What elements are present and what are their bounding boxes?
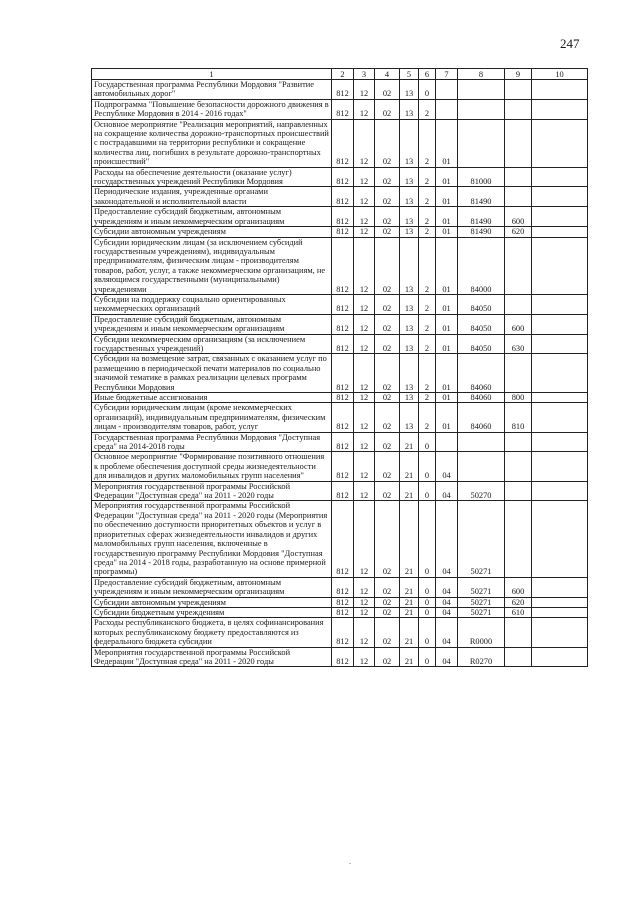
direction-code-cell: 50271 [458, 607, 505, 617]
expense-type-code-cell [505, 647, 532, 667]
budget-table [91, 68, 588, 667]
expense-name-cell: Мероприятия государственной программы Российской Федерации "Доступная среда" на 2011 - 2020 годы (Мероприятия по обеспечению доступности приоритетных объектов и услуг в приоритетных сферах жизнедеятельности инвалидов и других маломобильных групп населения, включенные в государственную программу Республики Мордовия "Доступная среда" на 2014 - 2018 годы, разработанную на основе примерной программы) [92, 501, 332, 577]
expense-name-cell: Предоставление субсидий бюджетным, автономным учреждениям и иным некоммерческим организациям [92, 314, 332, 334]
section-code-cell: 12 [354, 354, 375, 393]
subprogram-code-cell: 2 [419, 187, 436, 207]
subsection-code-cell: 02 [375, 618, 400, 647]
event-code-cell: 01 [436, 207, 458, 227]
direction-code-cell: 50270 [458, 481, 505, 501]
section-code-cell: 12 [354, 501, 375, 577]
subsection-code-cell: 02 [375, 501, 400, 577]
table-row [92, 607, 588, 617]
subsection-code-cell: 02 [375, 577, 400, 597]
program-code-cell: 13 [400, 119, 419, 167]
section-code-cell: 12 [354, 618, 375, 647]
extra-code-cell [532, 314, 588, 334]
program-code-cell: 13 [400, 354, 419, 393]
subprogram-code-cell: 0 [419, 432, 436, 452]
program-code-cell: 13 [400, 334, 419, 354]
expense-name-cell: Субсидии автономным учреждениям [92, 227, 332, 237]
table-row [92, 314, 588, 334]
ministry-code-cell: 812 [332, 618, 354, 647]
table-row [92, 237, 588, 294]
ministry-code-cell: 812 [332, 501, 354, 577]
section-code-cell: 12 [354, 294, 375, 314]
direction-code-cell: 84000 [458, 237, 505, 294]
event-code-cell: 01 [436, 314, 458, 334]
expense-type-code-cell: 600 [505, 577, 532, 597]
subprogram-code-cell: 0 [419, 647, 436, 667]
subprogram-code-cell: 2 [419, 167, 436, 187]
program-code-cell: 13 [400, 314, 419, 334]
expense-type-code-cell [505, 294, 532, 314]
program-code-cell: 21 [400, 647, 419, 667]
program-code-cell: 13 [400, 187, 419, 207]
ministry-code-cell: 812 [332, 99, 354, 119]
table-row [92, 187, 588, 207]
subprogram-code-cell: 2 [419, 314, 436, 334]
event-code-cell: 04 [436, 618, 458, 647]
ministry-code-cell: 812 [332, 187, 354, 207]
subsection-code-cell: 02 [375, 452, 400, 481]
subsection-code-cell: 02 [375, 167, 400, 187]
extra-code-cell [532, 237, 588, 294]
direction-code-cell: R0000 [458, 618, 505, 647]
subprogram-code-cell: 2 [419, 237, 436, 294]
table-body [92, 80, 588, 667]
event-code-cell: 01 [436, 227, 458, 237]
program-code-cell: 21 [400, 577, 419, 597]
program-code-cell: 13 [400, 99, 419, 119]
table-row [92, 334, 588, 354]
subprogram-code-cell: 0 [419, 577, 436, 597]
ministry-code-cell: 812 [332, 207, 354, 227]
direction-code-cell: 84060 [458, 403, 505, 432]
section-code-cell: 12 [354, 99, 375, 119]
expense-type-code-cell: 610 [505, 607, 532, 617]
expense-type-code-cell [505, 237, 532, 294]
event-code-cell: 01 [436, 354, 458, 393]
subprogram-code-cell: 2 [419, 99, 436, 119]
subsection-code-cell: 02 [375, 481, 400, 501]
event-code-cell: 01 [436, 237, 458, 294]
extra-code-cell [532, 207, 588, 227]
section-code-cell: 12 [354, 597, 375, 607]
section-code-cell: 12 [354, 80, 375, 100]
section-code-cell: 12 [354, 452, 375, 481]
event-code-cell: 01 [436, 403, 458, 432]
extra-code-cell [532, 187, 588, 207]
extra-code-cell [532, 167, 588, 187]
event-code-cell: 01 [436, 393, 458, 403]
program-code-cell: 21 [400, 607, 419, 617]
expense-type-code-cell [505, 187, 532, 207]
table-row [92, 227, 588, 237]
expense-name-cell: Государственная программа Республики Мордовия "Доступная среда" на 2014-2018 годы [92, 432, 332, 452]
extra-code-cell [532, 501, 588, 577]
table-row [92, 119, 588, 167]
extra-code-cell [532, 618, 588, 647]
extra-code-cell [532, 481, 588, 501]
extra-code-cell [532, 577, 588, 597]
direction-code-cell: R0270 [458, 647, 505, 667]
extra-code-cell [532, 597, 588, 607]
section-code-cell: 12 [354, 334, 375, 354]
direction-code-cell [458, 80, 505, 100]
expense-type-code-cell: 800 [505, 393, 532, 403]
direction-code-cell [458, 432, 505, 452]
subsection-code-cell: 02 [375, 647, 400, 667]
subprogram-code-cell: 2 [419, 294, 436, 314]
table-row [92, 501, 588, 577]
direction-code-cell: 81490 [458, 227, 505, 237]
subsection-code-cell: 02 [375, 597, 400, 607]
expense-type-code-cell: 620 [505, 227, 532, 237]
direction-code-cell [458, 99, 505, 119]
subsection-code-cell: 02 [375, 99, 400, 119]
section-code-cell: 12 [354, 227, 375, 237]
extra-code-cell [532, 452, 588, 481]
event-code-cell: 01 [436, 294, 458, 314]
column-header: 7 [436, 69, 458, 80]
direction-code-cell: 84050 [458, 294, 505, 314]
program-code-cell: 21 [400, 501, 419, 577]
subprogram-code-cell: 2 [419, 403, 436, 432]
expense-type-code-cell [505, 452, 532, 481]
expense-name-cell: Предоставление субсидий бюджетным, автономным учреждениям и иным некоммерческим организациям [92, 577, 332, 597]
program-code-cell: 21 [400, 481, 419, 501]
subsection-code-cell: 02 [375, 314, 400, 334]
program-code-cell: 21 [400, 618, 419, 647]
extra-code-cell [532, 354, 588, 393]
ministry-code-cell: 812 [332, 607, 354, 617]
program-code-cell: 13 [400, 237, 419, 294]
table-row [92, 597, 588, 607]
expense-type-code-cell [505, 119, 532, 167]
direction-code-cell: 84050 [458, 314, 505, 334]
extra-code-cell [532, 607, 588, 617]
expense-type-code-cell [505, 432, 532, 452]
section-code-cell: 12 [354, 167, 375, 187]
ministry-code-cell: 812 [332, 647, 354, 667]
column-header: 4 [375, 69, 400, 80]
expense-name-cell: Основное мероприятие "Формирование позитивного отношения к проблеме обеспечения доступной среды жизнедеятельности для инвалидов и других маломобильных групп населения" [92, 452, 332, 481]
expense-type-code-cell [505, 80, 532, 100]
subsection-code-cell: 02 [375, 80, 400, 100]
subprogram-code-cell: 0 [419, 607, 436, 617]
expense-name-cell: Субсидии бюджетным учреждениям [92, 607, 332, 617]
table-row [92, 393, 588, 403]
event-code-cell: 01 [436, 167, 458, 187]
ministry-code-cell: 812 [332, 119, 354, 167]
table-row [92, 647, 588, 667]
event-code-cell: 04 [436, 607, 458, 617]
extra-code-cell [532, 119, 588, 167]
program-code-cell: 13 [400, 227, 419, 237]
expense-type-code-cell: 600 [505, 314, 532, 334]
subprogram-code-cell: 0 [419, 481, 436, 501]
subprogram-code-cell: 2 [419, 393, 436, 403]
subprogram-code-cell: 0 [419, 618, 436, 647]
header-row [92, 69, 588, 80]
direction-code-cell: 81490 [458, 207, 505, 227]
section-code-cell: 12 [354, 607, 375, 617]
program-code-cell: 13 [400, 403, 419, 432]
subprogram-code-cell: 2 [419, 119, 436, 167]
ministry-code-cell: 812 [332, 481, 354, 501]
table-row [92, 432, 588, 452]
extra-code-cell [532, 334, 588, 354]
ministry-code-cell: 812 [332, 354, 354, 393]
column-header: 2 [332, 69, 354, 80]
subprogram-code-cell: 0 [419, 501, 436, 577]
program-code-cell: 13 [400, 294, 419, 314]
direction-code-cell: 81490 [458, 187, 505, 207]
section-code-cell: 12 [354, 647, 375, 667]
subsection-code-cell: 02 [375, 403, 400, 432]
program-code-cell: 21 [400, 452, 419, 481]
section-code-cell: 12 [354, 119, 375, 167]
direction-code-cell: 50271 [458, 501, 505, 577]
ministry-code-cell: 812 [332, 577, 354, 597]
program-code-cell: 13 [400, 207, 419, 227]
direction-code-cell: 84060 [458, 354, 505, 393]
column-header: 1 [92, 69, 332, 80]
subsection-code-cell: 02 [375, 119, 400, 167]
direction-code-cell: 50271 [458, 597, 505, 607]
direction-code-cell [458, 119, 505, 167]
event-code-cell [436, 99, 458, 119]
expense-type-code-cell [505, 481, 532, 501]
event-code-cell: 04 [436, 577, 458, 597]
table-row [92, 80, 588, 100]
expense-name-cell: Субсидии на возмещение затрат, связанных с оказанием услуг по размещению в периодической печати материалов по социально значимой тематике в рамках реализации целевых программ Республики Мордовия [92, 354, 332, 393]
expense-name-cell: Расходы на обеспечение деятельности (оказание услуг) государственных учреждений Республики Мордовия [92, 167, 332, 187]
event-code-cell: 04 [436, 647, 458, 667]
extra-code-cell [532, 80, 588, 100]
table-row [92, 481, 588, 501]
column-header: 3 [354, 69, 375, 80]
expense-type-code-cell: 600 [505, 207, 532, 227]
direction-code-cell: 81000 [458, 167, 505, 187]
subprogram-code-cell: 2 [419, 354, 436, 393]
table-row [92, 167, 588, 187]
column-header: 10 [532, 69, 588, 80]
expense-name-cell: Субсидии автономным учреждениям [92, 597, 332, 607]
ministry-code-cell: 812 [332, 597, 354, 607]
expense-name-cell: Предоставление субсидий бюджетным, автономным учреждениям и иным некоммерческим организациям [92, 207, 332, 227]
program-code-cell: 13 [400, 393, 419, 403]
section-code-cell: 12 [354, 393, 375, 403]
subsection-code-cell: 02 [375, 207, 400, 227]
section-code-cell: 12 [354, 432, 375, 452]
subsection-code-cell: 02 [375, 237, 400, 294]
expense-name-cell: Субсидии юридическим лицам (за исключением субсидий государственным учреждениям), индивидуальным предпринимателям, физическим лицам - производителям товаров, работ, услуг, а также некоммерческим организациям, не являющимся государственными (муниципальными) учреждениями [92, 237, 332, 294]
expense-type-code-cell: 810 [505, 403, 532, 432]
subprogram-code-cell: 2 [419, 334, 436, 354]
section-code-cell: 12 [354, 577, 375, 597]
event-code-cell: 04 [436, 481, 458, 501]
subsection-code-cell: 02 [375, 294, 400, 314]
subprogram-code-cell: 0 [419, 452, 436, 481]
expense-name-cell: Мероприятия государственной программы Российской Федерации "Доступная среда" на 2011 - 2020 годы [92, 647, 332, 667]
expense-name-cell: Периодические издания, учрежденные органами законодательной и исполнительной власти [92, 187, 332, 207]
expense-name-cell: Основное мероприятие "Реализация мероприятий, направленных на сокращение количества дорожно-транспортных происшествий с пострадавшими на территории республики и сокращение количества лиц, погибших в результате дорожно-транспортных происшествий" [92, 119, 332, 167]
event-code-cell: 04 [436, 452, 458, 481]
extra-code-cell [532, 99, 588, 119]
ministry-code-cell: 812 [332, 294, 354, 314]
table-row [92, 452, 588, 481]
subsection-code-cell: 02 [375, 393, 400, 403]
expense-name-cell: Субсидии некоммерческим организациям (за исключением государственных учреждений) [92, 334, 332, 354]
section-code-cell: 12 [354, 207, 375, 227]
expense-type-code-cell [505, 501, 532, 577]
event-code-cell [436, 80, 458, 100]
expense-type-code-cell [505, 99, 532, 119]
event-code-cell: 01 [436, 119, 458, 167]
ministry-code-cell: 812 [332, 167, 354, 187]
program-code-cell: 13 [400, 80, 419, 100]
expense-type-code-cell: 620 [505, 597, 532, 607]
program-code-cell: 21 [400, 597, 419, 607]
event-code-cell [436, 432, 458, 452]
section-code-cell: 12 [354, 403, 375, 432]
ministry-code-cell: 812 [332, 393, 354, 403]
extra-code-cell [532, 403, 588, 432]
expense-name-cell: Иные бюджетные ассигнования [92, 393, 332, 403]
ministry-code-cell: 812 [332, 227, 354, 237]
subprogram-code-cell: 0 [419, 597, 436, 607]
section-code-cell: 12 [354, 314, 375, 334]
extra-code-cell [532, 647, 588, 667]
subsection-code-cell: 02 [375, 354, 400, 393]
expense-type-code-cell: 630 [505, 334, 532, 354]
ministry-code-cell: 812 [332, 403, 354, 432]
direction-code-cell: 50271 [458, 577, 505, 597]
event-code-cell: 04 [436, 501, 458, 577]
table-row [92, 354, 588, 393]
section-code-cell: 12 [354, 481, 375, 501]
table-row [92, 207, 588, 227]
expense-name-cell: Государственная программа Республики Мордовия "Развитие автомобильных дорог" [92, 80, 332, 100]
subprogram-code-cell: 0 [419, 80, 436, 100]
program-code-cell: 21 [400, 432, 419, 452]
section-code-cell: 12 [354, 237, 375, 294]
expense-type-code-cell [505, 354, 532, 393]
subsection-code-cell: 02 [375, 227, 400, 237]
table-row [92, 99, 588, 119]
extra-code-cell [532, 432, 588, 452]
extra-code-cell [532, 294, 588, 314]
direction-code-cell: 84050 [458, 334, 505, 354]
table-row [92, 577, 588, 597]
column-header: 6 [419, 69, 436, 80]
program-code-cell: 13 [400, 167, 419, 187]
expense-type-code-cell [505, 167, 532, 187]
subsection-code-cell: 02 [375, 334, 400, 354]
subsection-code-cell: 02 [375, 187, 400, 207]
section-code-cell: 12 [354, 187, 375, 207]
ministry-code-cell: 812 [332, 334, 354, 354]
column-header: 9 [505, 69, 532, 80]
subsection-code-cell: 02 [375, 607, 400, 617]
direction-code-cell: 84060 [458, 393, 505, 403]
ministry-code-cell: 812 [332, 80, 354, 100]
table-row [92, 294, 588, 314]
column-header: 8 [458, 69, 505, 80]
page-number: 247 [560, 36, 580, 51]
expense-type-code-cell [505, 618, 532, 647]
ministry-code-cell: 812 [332, 314, 354, 334]
expense-name-cell: Субсидии на поддержку социально ориентированных некоммерческих организаций [92, 294, 332, 314]
ministry-code-cell: 812 [332, 237, 354, 294]
subprogram-code-cell: 2 [419, 207, 436, 227]
column-header: 5 [400, 69, 419, 80]
expense-name-cell: Мероприятия государственной программы Российской Федерации "Доступная среда" на 2011 - 2020 годы [92, 481, 332, 501]
expense-name-cell: Подпрограмма "Повышение безопасности дорожного движения в Республике Мордовия в 2014 - 2016 годах" [92, 99, 332, 119]
event-code-cell: 04 [436, 597, 458, 607]
subsection-code-cell: 02 [375, 432, 400, 452]
direction-code-cell [458, 452, 505, 481]
ministry-code-cell: 812 [332, 432, 354, 452]
extra-code-cell [532, 227, 588, 237]
event-code-cell: 01 [436, 187, 458, 207]
extra-code-cell [532, 393, 588, 403]
expense-name-cell: Субсидии юридическим лицам (кроме некоммерческих организаций), индивидуальным предпринимателям, физическим лицам - производителям товаров, работ, услуг [92, 403, 332, 432]
table-row [92, 618, 588, 647]
footer-dot: . [349, 857, 351, 866]
expense-name-cell: Расходы республиканского бюджета, в целях софинансирования которых республиканскому бюджету предоставляются из федерального бюджета субсидии [92, 618, 332, 647]
event-code-cell: 01 [436, 334, 458, 354]
ministry-code-cell: 812 [332, 452, 354, 481]
table-row [92, 403, 588, 432]
subprogram-code-cell: 2 [419, 227, 436, 237]
